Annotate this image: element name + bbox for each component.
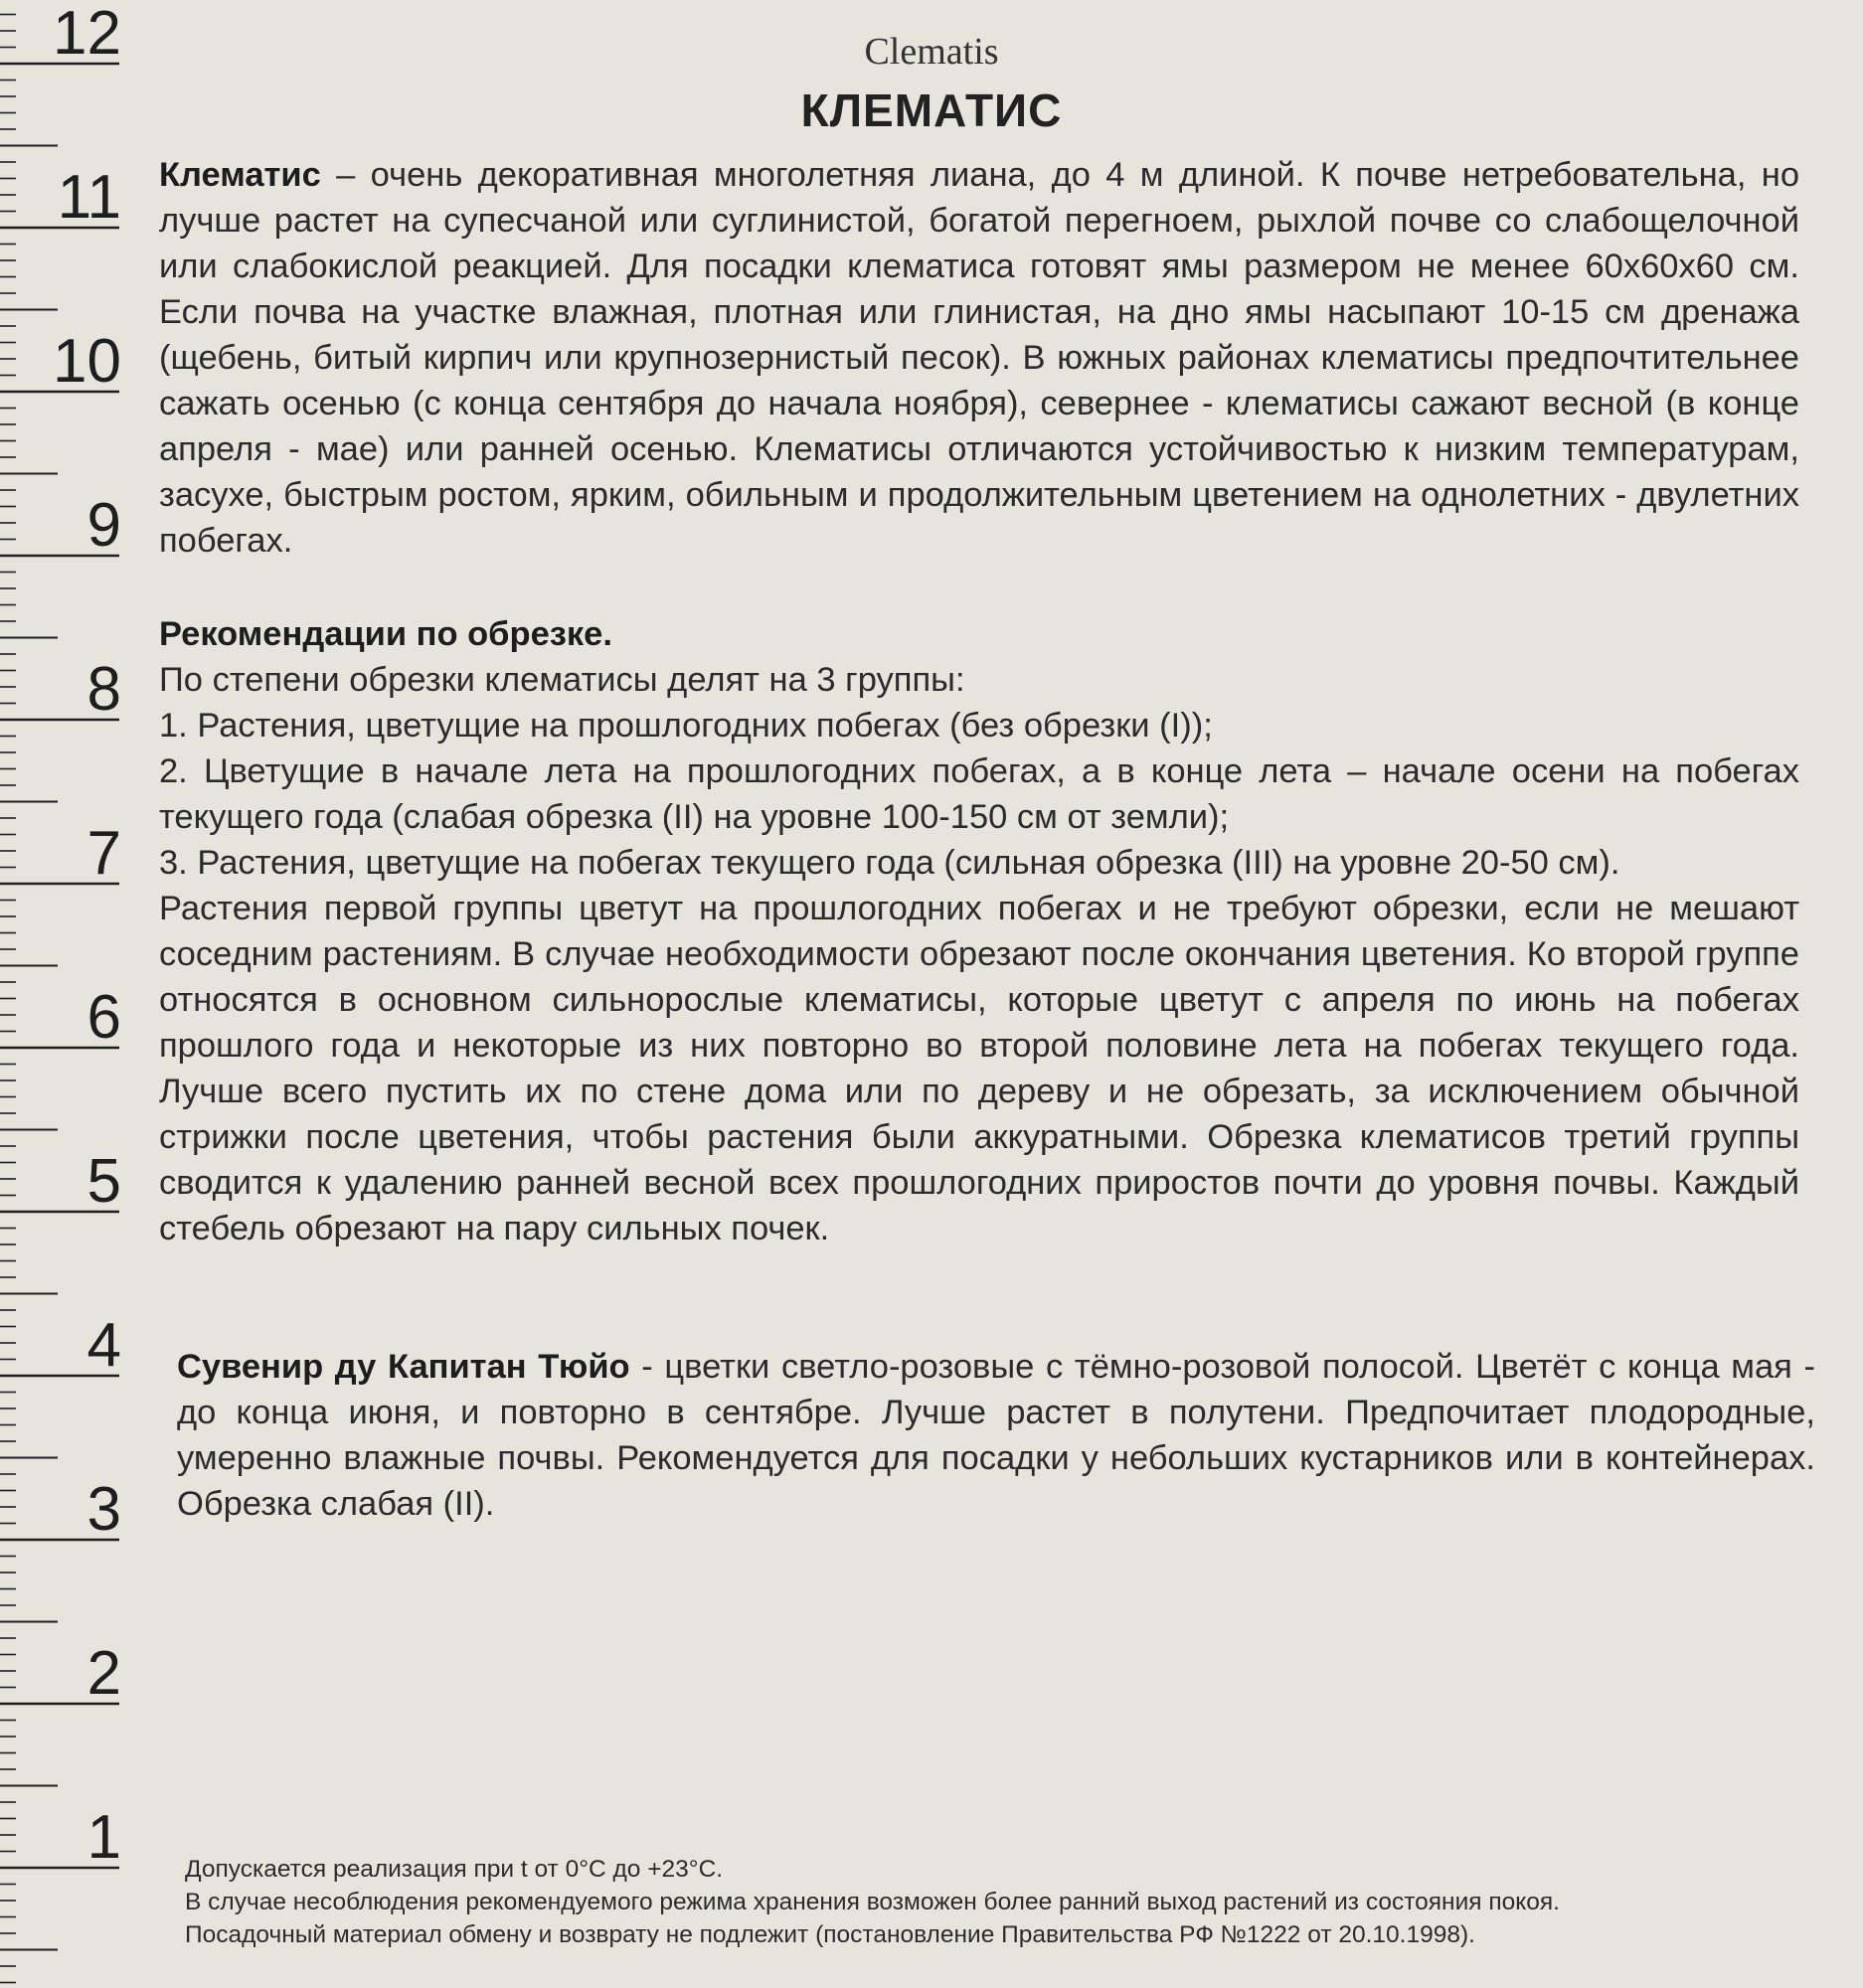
variety-name: Сувенир ду Капитан Тюйо — [177, 1348, 630, 1386]
latin-title: Clematis — [864, 31, 999, 73]
legal-note: Посадочный материал обмену и возврату не подлежит (постановление Правительства РФ №1222 от 20.10.1998). — [185, 1921, 1475, 1948]
ruler-label: 4 — [86, 1311, 121, 1380]
ruler-label: 5 — [86, 1147, 121, 1216]
pruning-details: Растения первой группы цветут на прошлогодних побегах и не требуют обрезки, если не мешают соседним растениям. В случае необходимости обрезают после окончания цветения. Ко второй группе относятся в основном сильнорослые клематисы, которые цветут с апреля по июнь на побегах прошлого года и некоторые из них повторно во второй половине лета на побегах текущего года. Лучше всего пустить их по стене дома или по дереву и не обрезать, за исключением обычной стрижки после цветения, чтобы растения были аккуратными. Обрезка клематисов третий группы сводится к удалению ранней весной всех прошлогодних приростов почти до уровня почвы. Каждый стебель обрезают на пару сильных почек. — [159, 890, 1799, 1247]
ruler-scale — [0, 0, 139, 1988]
ruler-label: 9 — [86, 491, 121, 560]
dormancy-note: В случае несоблюдения рекомендуемого режима хранения возможен более ранний выход растений из состояния покоя. — [185, 1889, 1560, 1915]
ruler-label: 10 — [53, 327, 121, 396]
variety-text: - цветки светло-розовые с тёмно-розовой полосой. Цветёт с конца мая - до конца июня, и повторно в сентябре. Лучше растет в полутени. Предпочитает плодородные, умеренно влажные почвы. Рекомендуется для посадки у небольших кустарников или в контейнерах. Обрезка слабая (II). — [177, 1348, 1815, 1523]
footnote-section — [185, 1853, 1815, 1951]
ruler-label: 2 — [86, 1639, 121, 1708]
ruler-label: 11 — [57, 163, 121, 232]
ruler-label: 3 — [86, 1475, 121, 1544]
ruler-label: 7 — [86, 819, 121, 888]
ruler-label: 1 — [86, 1803, 121, 1872]
pruning-lead: По степени обрезки клематисы делят на 3 группы: — [159, 661, 965, 699]
pruning-heading: Рекомендации по обрезке. — [159, 615, 612, 653]
ruler-label: 6 — [86, 983, 121, 1052]
pruning-group-1: 1. Растения, цветущие на прошлогодних побегах (без обрезки (I)); — [159, 707, 1213, 745]
intro-text: – очень декоративная многолетняя лиана, до 4 м длиной. К почве нетребовательна, но лучше растет на супесчаной или суглинистой, богатой перегноем, рыхлой почве со слабощелочной или слабокислой реакцией. Для посадки клематиса готовят ямы размером не менее 60х60х60 см. Если почва на участке влажная, плотная или глинистая, на дно ямы насыпают 10-15 см дренажа (щебень, битый кирпич или крупнозернистый песок). В южных районах клематисы предпочтительнее сажать осенью (с конца сентября до начала ноября), севернее - клематисы сажают весной (в конце апреля - мае) или ранней осенью. Клематисы отличаются устойчивостью к низким температурам, засухе, быстрым ростом, ярким, обильным и продолжительным цветением на однолетних - двулетних побегах. — [159, 156, 1799, 560]
ruler-label: 8 — [86, 655, 121, 724]
pruning-group-3: 3. Растения, цветущие на побегах текущего года (сильная обрезка (III) на уровне 20-50 см). — [159, 844, 1620, 882]
storage-note: Допускается реализация при t от 0°C до +23°C. — [185, 1856, 724, 1883]
variety-section — [177, 1344, 1815, 1527]
ruler-label: 12 — [53, 0, 121, 68]
pruning-section — [159, 611, 1799, 1251]
pruning-group-2: 2. Цветущие в начале лета на прошлогодних побегах, а в конце лета – начале осени на побегах текущего года (слабая обрезка (II) на уровне 100-150 см от земли); — [159, 752, 1799, 836]
intro-term: Клематис — [159, 156, 321, 194]
intro-section — [159, 152, 1799, 564]
page-title: КЛЕМАТИС — [800, 84, 1063, 136]
